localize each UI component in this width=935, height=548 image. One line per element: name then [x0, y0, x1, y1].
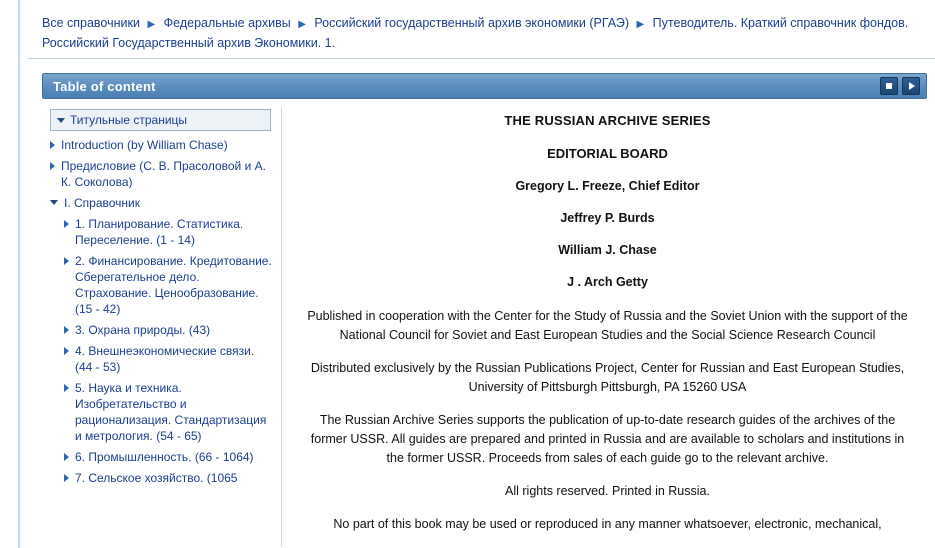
table-of-content-header	[42, 73, 927, 99]
chevron-right-icon	[64, 326, 69, 334]
toc-item-label: I. Справочник	[64, 196, 140, 210]
document-paragraph-4: All rights reserved. Printed in Russia.	[505, 484, 710, 498]
play-triangle-icon[interactable]	[902, 77, 920, 95]
toc-item-label: Introduction (by William Chase)	[61, 138, 228, 152]
chevron-right-icon	[64, 474, 69, 482]
toc-header-label: Титульные страницы	[70, 113, 188, 127]
toc-item-label: 1. Планирование. Статистика. Переселение. (1 - 14)	[75, 217, 244, 247]
toc-item-section-1[interactable]	[64, 216, 273, 248]
toc-item-section-7[interactable]	[64, 470, 273, 486]
toc-item-section-3[interactable]	[64, 322, 273, 338]
chevron-right-icon	[64, 347, 69, 355]
editor-4: J . Arch Getty	[567, 275, 648, 289]
breadcrumb-separator-icon: ▶	[147, 19, 156, 30]
toc-item-preface[interactable]	[50, 158, 273, 190]
breadcrumb-item-1[interactable]: Федеральные архивы	[163, 16, 291, 30]
toc-item-label: 5. Наука и техника. Изобретательство и рационализация. Стандартизация и метрология. (54 - 65)	[75, 381, 267, 443]
toc-header-titular-pages[interactable]	[50, 109, 271, 131]
toc-item-label: 6. Промышленность. (66 - 1064)	[75, 450, 254, 464]
content-area	[42, 107, 927, 547]
chevron-right-icon	[64, 220, 69, 228]
toc-item-section-5[interactable]	[64, 380, 273, 444]
document-paragraph-1: Published in cooperation with the Center for the Study of Russia and the Soviet Union with the support of the National Council for Soviet and East European Studies and the Social Science Research Council	[307, 309, 908, 342]
chevron-right-icon	[50, 162, 55, 170]
chevron-down-icon	[50, 200, 58, 205]
chevron-right-icon	[64, 257, 69, 265]
toc-item-section-2[interactable]	[64, 253, 273, 317]
breadcrumb	[28, 0, 935, 59]
breadcrumb-item-0[interactable]: Все справочники	[42, 16, 140, 30]
toc-item-section-6[interactable]	[64, 449, 273, 465]
document-paragraph-5: No part of this book may be used or reproduced in any manner whatsoever, electronic, mechanical,	[333, 517, 882, 531]
document-subtitle: EDITORIAL BOARD	[547, 146, 668, 161]
document-title: THE RUSSIAN ARCHIVE SERIES	[504, 113, 711, 128]
toc-item-label: 2. Финансирование. Кредитование. Сберегательное дело. Страхование. Ценообразование. (15 - 42)	[75, 254, 272, 316]
breadcrumb-separator-icon: ▶	[298, 19, 306, 30]
toc-item-label: 7. Сельское хозяйство. (1065	[75, 471, 238, 485]
chevron-down-icon	[57, 118, 65, 123]
toc-item-label: 4. Внешнеэкономические связи. (44 - 53)	[75, 344, 255, 374]
editor-3: William J. Chase	[558, 243, 657, 257]
table-of-content-title: Table of content	[53, 78, 156, 94]
chevron-right-icon	[64, 384, 69, 392]
toc-item-label: Предисловие (С. В. Прасоловой и А. К. Соколова)	[61, 159, 266, 189]
editor-2: Jeffrey P. Burds	[560, 211, 655, 225]
toc-item-section-4[interactable]	[64, 343, 273, 375]
editor-chief: Gregory L. Freeze, Chief Editor	[515, 179, 700, 193]
toc-panel	[42, 107, 282, 547]
breadcrumb-separator-icon: ▶	[636, 19, 645, 30]
document-viewer	[282, 107, 927, 547]
document-paragraph-2: Distributed exclusively by the Russian Publications Project, Center for Russian and East European Studies, University of Pittsburgh Pittsburgh, PA 15260 USA	[310, 361, 905, 394]
chevron-right-icon	[64, 453, 69, 461]
left-rail-divider	[18, 0, 20, 548]
stop-square-icon[interactable]	[880, 77, 898, 95]
breadcrumb-item-3[interactable]: Путеводитель. Краткий справочник фондов. Российский Государственный архив Экономики. 1.	[42, 16, 909, 50]
document-paragraph-3: The Russian Archive Series supports the publication of up-to-date research guides of the archives of the former USSR. All guides are prepared and printed in Russia and are available to scholars and institutions in the former USSR. Proceeds from sales of each guide go to the relevant archive.	[310, 413, 905, 465]
toc-item-introduction[interactable]	[50, 137, 273, 153]
toc-item-handbook[interactable]	[50, 195, 273, 211]
toc-item-label: 3. Охрана природы. (43)	[75, 323, 211, 337]
breadcrumb-item-2[interactable]: Российский государственный архив экономики (РГАЭ)	[314, 16, 629, 30]
chevron-right-icon	[50, 141, 55, 149]
